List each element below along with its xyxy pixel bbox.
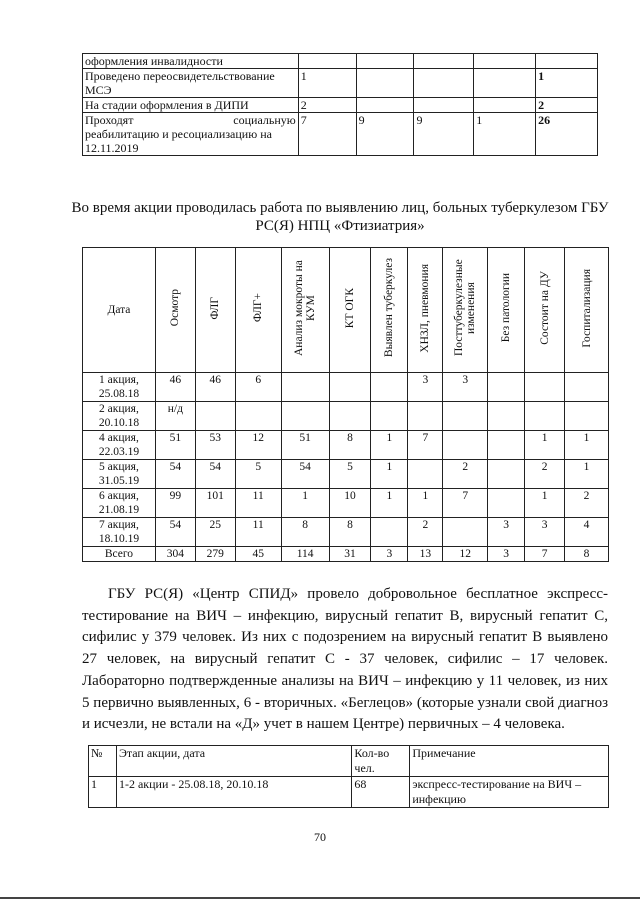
table-cell [488,460,525,489]
table-cell: На стадии оформления в ДИПИ [83,98,299,113]
table-cell: 99 [155,489,195,518]
table-row [83,518,609,547]
header-cell [195,248,235,373]
table-cell: 46 [195,373,235,402]
table-cell: 12 [443,547,488,562]
table-cell: 7 [408,431,443,460]
date-cell: 4 акция, 22.03.19 [83,431,156,460]
table-cell [83,113,299,156]
table-cell: 2 [298,98,356,113]
header-label: ФЛГ [209,296,222,320]
table-cell [371,373,408,402]
table-cell [408,460,443,489]
header-cell [443,248,488,373]
header-label: Выявлен туберкулез [383,258,396,358]
table-cell: 8 [329,431,371,460]
table-cell: 26 [536,113,598,156]
header-cell: Примечание [410,746,609,777]
table-cell: н/д [155,402,195,431]
header-cell [329,248,371,373]
label-first-line [85,113,296,127]
table-row [83,373,609,402]
date-cell: Всего [83,547,156,562]
table-cell: 1 [474,113,536,156]
table-row [83,113,598,156]
header-cell [488,248,525,373]
header-label: Посттуберкулезные изменения [453,259,478,357]
table-cell: 1 [298,69,356,98]
table-cell [443,402,488,431]
table-cell [474,54,536,69]
table-cell [195,402,235,431]
header-cell [235,248,281,373]
table-row [83,69,598,98]
table-cell: 45 [235,547,281,562]
table-cell: 9 [356,113,414,156]
table-cell [371,518,408,547]
table-cell: 1 [371,460,408,489]
table-cell: 8 [329,518,371,547]
header-label: Госпитализация [580,268,593,348]
table-cell [488,431,525,460]
table-cell: 54 [195,460,235,489]
date-cell: 7 акция, 18.10.19 [83,518,156,547]
table-cell [235,402,281,431]
table-cell: 1 [565,431,609,460]
header-label: Анализ мокроты на КУМ [293,260,318,356]
header-cell: Кол-во чел. [352,746,410,777]
table-cell: 46 [155,373,195,402]
table-cell: 9 [414,113,474,156]
header-cell: Дата [83,248,156,373]
table-cell [356,98,414,113]
table-cell: 5 [235,460,281,489]
table-header-row [89,746,609,777]
table-cell: 7 [443,489,488,518]
page-number: 70 [314,830,326,844]
header-label: Без патологии [500,273,513,343]
date-cell: 5 акция, 31.05.19 [83,460,156,489]
table-cell: 2 [408,518,443,547]
header-cell [408,248,443,373]
table-cell [414,54,474,69]
table-cell: 11 [235,489,281,518]
table-row [83,402,609,431]
table-cell: 31 [329,547,371,562]
table-cell [525,373,565,402]
table-cell [329,402,371,431]
table-cell: 68 [352,777,410,808]
hiv-testing-table [88,745,609,808]
table-cell: 3 [488,518,525,547]
table-cell: 13 [408,547,443,562]
table-cell: 2 [525,460,565,489]
table-cell [443,518,488,547]
table-cell: 3 [488,547,525,562]
label-rest: реабилитацию и ресоциализацию на 12.11.2019 [85,127,272,155]
table-cell [371,402,408,431]
table-cell [474,98,536,113]
table-row [83,547,609,562]
table-cell [488,373,525,402]
table-cell: 1 [536,69,598,98]
tuberculosis-table [82,247,609,562]
table-cell: 12 [235,431,281,460]
table-cell: 3 [408,373,443,402]
table-cell: оформления инвалидности [83,54,299,69]
table-cell [565,373,609,402]
table-cell: 1 [565,460,609,489]
table-cell: 101 [195,489,235,518]
header-cell: Этап акции, дата [116,746,351,777]
table-row [83,98,598,113]
table-cell: 54 [155,460,195,489]
table-cell: 2 [565,489,609,518]
table-cell: экспресс-тестирование на ВИЧ – инфекцию [410,777,609,808]
table-cell: 1 [371,489,408,518]
date-cell: 2 акция, 20.10.18 [83,402,156,431]
table-cell: 1 [89,777,117,808]
header-label: КТ ОГК [344,287,357,329]
table-cell: 51 [155,431,195,460]
table-cell: 3 [443,373,488,402]
header-label: Осмотр [169,289,182,327]
table-cell: 6 [235,373,281,402]
label-word: социальную [233,113,296,127]
table-cell [281,373,329,402]
table-cell [525,402,565,431]
date-cell: 1 акция, 25.08.18 [83,373,156,402]
header-cell [525,248,565,373]
table-cell: 2 [443,460,488,489]
scan-edge-line [0,897,640,899]
table-cell: 1 [525,489,565,518]
table-cell: 1-2 акции - 25.08.18, 20.10.18 [116,777,351,808]
header-label: Состоит на ДУ [538,271,551,345]
table-cell: 1 [371,431,408,460]
table-cell [356,69,414,98]
table-cell [414,98,474,113]
table-cell: 54 [281,460,329,489]
table-cell: 279 [195,547,235,562]
table-cell [281,402,329,431]
table-cell [536,54,598,69]
table-cell: 114 [281,547,329,562]
table-cell [329,373,371,402]
table-cell: 8 [565,547,609,562]
table-cell [414,69,474,98]
table-cell: 7 [298,113,356,156]
table-row [83,54,598,69]
table-cell: 8 [281,518,329,547]
header-cell [371,248,408,373]
table-cell: 7 [525,547,565,562]
table-cell: 53 [195,431,235,460]
header-label: ФЛГ+ [252,293,265,323]
date-cell: 6 акция, 21.08.19 [83,489,156,518]
table-cell [565,402,609,431]
table-row [83,460,609,489]
header-cell [565,248,609,373]
table-cell [408,402,443,431]
table-cell [488,402,525,431]
table-cell: 304 [155,547,195,562]
header-cell [281,248,329,373]
header-label: ХНЗЛ, пневмония [419,263,432,353]
disability-table [82,53,598,156]
table-row [83,489,609,518]
table-cell [474,69,536,98]
table-row [83,431,609,460]
table-cell [356,54,414,69]
table-cell [443,431,488,460]
table-cell: 1 [281,489,329,518]
table-cell [488,489,525,518]
header-cell: № [89,746,117,777]
table-row [89,777,609,808]
section-heading: Во время акции проводилась работа по выявлению лиц, больных туберкулезом ГБУ РС(Я) НПЦ «Фтизиатрия» [71,200,609,234]
table-cell: 1 [525,431,565,460]
table-cell: 1 [408,489,443,518]
header-cell [155,248,195,373]
table-cell: 2 [536,98,598,113]
table-cell: 54 [155,518,195,547]
body-paragraph: ГБУ РС(Я) «Центр СПИД» провело добровольное бесплатное экспресс-тестирование на ВИЧ – инфекцию, вирусный гепатит В, вирусный гепатит С, сифилис у 379 человек. Из них с подозрением на вирусный гепатит В выявлено 27 человек, на вирусный гепатит С - 37 человек, сифилис – 17 человек. Лабораторно подтвержденные анализы на ВИЧ – инфекцию у 11 человек, из них 5 первично выявленных, 6 - вторичных. «Беглецов» (которые узнали свой диагноз и исчезли, не встали на «Д» учет в нашем Центре) первичных – 4 человека. [82,586,608,733]
table-cell: 4 [565,518,609,547]
table-cell: 3 [525,518,565,547]
table-cell: 25 [195,518,235,547]
table-cell: Проведено переосвидетельствование МСЭ [83,69,299,98]
table-cell: 11 [235,518,281,547]
table-cell: 10 [329,489,371,518]
table-cell: 51 [281,431,329,460]
table-cell [298,54,356,69]
table-cell: 3 [371,547,408,562]
table-header-row [83,248,609,373]
label-word: Проходят [85,113,134,127]
table-cell: 5 [329,460,371,489]
